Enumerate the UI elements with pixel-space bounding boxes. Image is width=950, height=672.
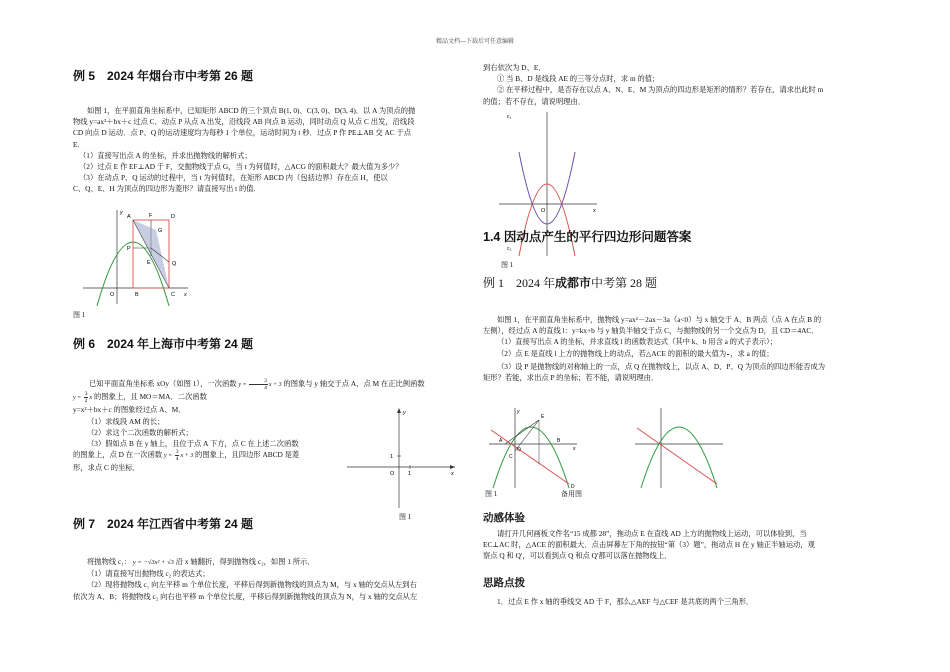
ex6-formula-1 xyxy=(238,378,282,392)
ex5-label-e: E xyxy=(147,260,151,266)
af1-label-e: E xyxy=(541,414,545,420)
answer-ex1-question-1: （1）直接写出点 A 的坐标，并求直线 l 的函数表达式（其中 k、b 用含 a 的式子表示）； xyxy=(497,337,778,347)
af1-label-o: O xyxy=(517,447,521,453)
dyn-line-2: EC⊥AC 时，△ACE 的面积最大．点击屏幕左下角的按钮“第（3）题”，拖动点 H 在 y 轴正半轴运动，观 xyxy=(483,540,815,550)
ex5-figure xyxy=(83,206,193,306)
ex6-question-1: （1）求线段 AM 的长； xyxy=(87,416,165,426)
ex7-label-c1: c₁ xyxy=(507,114,512,120)
answer-ex1-question-2 xyxy=(483,348,883,361)
ex7-formula: y = −√3x² + √3 xyxy=(132,559,174,566)
ex6-para-3: y=x²＋bx＋c 的图象经过点 A、M． xyxy=(73,405,186,415)
ex6-para-1a: 已知平面直角坐标系 xOy（如图 1），一次函数 xyxy=(89,379,237,388)
answer-ex1-q2-frac-den xyxy=(727,355,729,361)
ex7-continued xyxy=(483,62,883,107)
dynamic-experience-title: 动感体验 xyxy=(483,512,525,524)
ex6-formula-2-num: 3 xyxy=(84,391,88,398)
ex6-formula-3-num: 3 xyxy=(175,449,179,456)
ex6-label-y: y xyxy=(403,410,406,416)
ex6-formula-1-den: 4 xyxy=(264,385,267,392)
ex5-question-3b: C、Q、E、H 为顶点的四边形为菱形？请直接写出 t 的值. xyxy=(73,184,256,194)
dyn-line-3: 察点 Q 和 Q′，可以看到点 Q 和点 Q′都可以落在抛物线上． xyxy=(483,551,672,561)
af1-label-x: x xyxy=(573,446,576,452)
answer-ex1-question-3: （3）设 P 是抛物线的对称轴上的一点，点 Q 在抛物线上，以点 A、D、P、Q 为顶点的四边形能否成为 xyxy=(497,361,826,371)
answer-ex1-body xyxy=(483,314,883,383)
ex6-formula-3-frac xyxy=(175,449,180,462)
example-5-body xyxy=(73,105,468,195)
answer-ex1-figure-1-caption: 图 1 xyxy=(485,490,498,498)
ex6-question-2: （2）求这个二次函数的解析式； xyxy=(87,427,193,437)
answer-ex1-para-1: 如图 1，在平面直角坐标系中，抛物线 y=ax²－2ax－3a（a<0）与 x 轴交于 A、B 两点（点 A 在点 B 的 xyxy=(497,315,822,324)
answer-ex1-question-2-frac xyxy=(727,348,729,361)
ex7-cont-line-3: ② 在平移过程中，是否存在以点 A、N、E、M 为顶点的四边形是矩形的情形？若存在，请求出此时 m xyxy=(497,85,824,95)
ex7-para-1b: 沿 x 轴翻折，得到抛物线 c₂，如图 1 所示． xyxy=(175,557,315,566)
dynamic-experience-body xyxy=(483,528,883,562)
ex5-label-y: y xyxy=(120,210,123,216)
ex6-label-one-y: 1 xyxy=(390,454,394,460)
ex5-para-1: 如图 1，在平面直角坐标系中，已知矩形 ABCD 的三个顶点 B(1, 0)、C(3, 0)、D(3, 4)．以 A 为顶点的抛 xyxy=(87,106,416,115)
af1-label-c: C xyxy=(509,454,513,460)
ex6-formula-1-num: 3 xyxy=(249,378,268,385)
ex6-para-1b: 的图象与 y 轴交于点 A，点 M 在正比例函数 xyxy=(283,379,425,388)
ex7-cont-line-1: 到右依次为 D、E． xyxy=(483,63,546,72)
ex6-y-arrow xyxy=(397,408,401,413)
ex6-para-2-text: 的图象上，且 MO＝MA．二次函数 xyxy=(93,392,207,402)
ex6-figure-caption: 图 1 xyxy=(399,513,412,521)
af1-label-d: D xyxy=(571,484,575,490)
answer-ex1-para-2: 左侧），经过点 A 的直线 l：y=kx+b 与 y 轴负半轴交于点 C，与抛物线的另一个交点为 D，且 CD＝4AC． xyxy=(483,326,819,336)
ex5-label-x: x xyxy=(184,292,187,298)
ex6-question-3b-text: 的图象上，点 D 在一次函数 xyxy=(73,450,163,460)
ex7-para-1a: 将抛物线 c₁： xyxy=(87,557,132,566)
af1-label-b: B xyxy=(557,438,561,444)
ex6-formula-2-frac xyxy=(84,391,89,404)
ex7-label-c2: c₂ xyxy=(507,246,512,252)
ex7-para-1 xyxy=(73,556,468,568)
ex6-question-3d: 形，求点 C 的坐标． xyxy=(73,463,140,473)
answer-ex1-figure-2-caption: 备用图 xyxy=(561,490,582,498)
ex5-para-2: 物线 y=ax²＋bx＋c 过点 C．动点 P 从点 A 出发，沿线段 AB 向点 B 运动，同时动点 Q 从点 C 出发，沿线段 xyxy=(73,117,415,127)
example-6-title: 例 6 2024 年上海市中考第 24 题 xyxy=(73,337,254,351)
ex7-question-2b: 依次为 A、B；将抛物线 c₂ 向右也平移 m 个单位长度，平移后得到新抛物线的顶点为 N，与 x 轴的交点从左 xyxy=(73,591,418,601)
ex7-cont-line-4: 的值；若不存在，请说明理由． xyxy=(483,96,586,106)
ex5-figure-caption: 图 1 xyxy=(73,311,86,319)
af1-label-y: y xyxy=(517,409,520,415)
dyn-line-1: 请打开几何画板文件名“15 成都 28”，拖动点 E 在直线 AD 上方的抛物线上运动，可以体验到，当 xyxy=(497,529,807,538)
ex5-label-d: D xyxy=(171,214,175,220)
ex5-label-o: O xyxy=(110,292,115,298)
ex5-question-3: （3）在动点 P、Q 运动的过程中，当 t 为何值时，在矩形 ABCD 内（包括边界）存在点 H，使以 xyxy=(79,173,388,183)
ex6-formula-2 xyxy=(73,391,93,405)
answer-ex1-title-a: 例 1 2024 年 xyxy=(483,276,556,290)
ex7-cont-line-2: ① 当 B、D 是线段 AE 的三等分点时，求 m 的值； xyxy=(497,74,660,84)
ex7-figure-caption: 图 1 xyxy=(501,261,514,269)
ex7-label-x: x xyxy=(593,208,596,214)
ex5-label-c: C xyxy=(171,292,175,298)
ex5-label-b: B xyxy=(135,292,139,298)
ex6-para-2 xyxy=(73,391,343,404)
af1-line-ae xyxy=(505,420,539,444)
ex6-formula-2-den: 2 xyxy=(84,398,88,405)
ex6-formula-1-lhs: y = xyxy=(238,382,249,388)
ex6-label-o: O xyxy=(390,471,395,477)
ex5-label-q: Q xyxy=(172,261,177,267)
section-1-4-title: 1.4 因动点产生的平行四边形问题答案 xyxy=(483,230,692,244)
ex6-formula-2-rhs: x xyxy=(89,395,93,402)
ex6-formula-3-lhs: y = xyxy=(164,453,174,460)
ex5-para-4: E. xyxy=(73,139,80,149)
ex6-formula-3 xyxy=(164,449,194,463)
answer-ex1-title-c: 中考第 28 题 xyxy=(591,276,658,290)
ex6-para-1 xyxy=(73,378,468,391)
ex6-formula-2-lhs: y = xyxy=(73,395,83,402)
ex6-question-3: （3）假如点 B 在 y 轴上，且位于点 A 下方，点 C 在上述二次函数 xyxy=(87,439,299,449)
ex6-formula-3-rhs: x + 3 xyxy=(180,453,194,460)
ex5-label-g: G xyxy=(158,228,163,234)
answer-ex1-question-2b: ，求 a 的值； xyxy=(730,348,774,358)
ex6-question-3c: 的图象上，且四边形 ABCD 是菱 xyxy=(195,450,300,460)
ex6-formula-1-frac xyxy=(249,378,268,391)
hint-title: 思路点拨 xyxy=(483,577,525,589)
ex5-label-p: P xyxy=(127,246,131,252)
hint-body xyxy=(483,596,883,607)
answer-ex1-q2-frac-num xyxy=(727,348,729,355)
hint-line-1: 1．过点 E 作 x 轴的垂线交 AD 于 F，那么△AEF 与△CEF 是共底的两个三角形． xyxy=(497,597,754,606)
example-5-title: 例 5 2024 年烟台市中考第 26 题 xyxy=(73,69,254,83)
page-header: 精品文档---下载后可任意编辑 xyxy=(436,39,514,45)
answer-ex1-figure-2 xyxy=(633,406,725,490)
answer-ex1-title-b: 成都市 xyxy=(555,276,592,290)
ex5-label-a: A xyxy=(127,214,131,220)
ex6-label-one-x: 1 xyxy=(408,471,412,477)
ex6-label-x: x xyxy=(451,471,454,477)
ex7-question-1: （1）请直接写出抛物线 c₂ 的表达式； xyxy=(87,569,210,579)
ex5-label-f: F xyxy=(149,213,153,219)
ex5-question-1: （1）直接写出点 A 的坐标，并求出抛物线的解析式； xyxy=(79,150,252,160)
ex7-question-2: （2）现将抛物线 c₁ 向左平移 m 个单位长度，平移后得到新抛物线的顶点为 M，与 x 轴的交点从左到右 xyxy=(87,580,417,590)
af1-label-a: A xyxy=(499,438,503,444)
answer-ex1-figure-1 xyxy=(487,406,579,490)
ex5-question-2: （2）过点 E 作 EF⊥AD 于 F，交抛物线于点 G，当 t 为何值时，△ACG 的面积最大？最大值为多少？ xyxy=(79,162,403,172)
ex5-para-3: CD 向点 D 运动．点 P、Q 的运动速度均为每秒 1 个单位，运动时间为 t 秒．过点 P 作 PE⊥AB 交 AC 于点 xyxy=(73,128,412,138)
answer-example-1-title xyxy=(483,274,657,291)
answer-ex1-question-3b: 矩形？若能，求出点 P 的坐标；若不能，请说明理由． xyxy=(483,372,659,382)
ex6-formula-3-den: 4 xyxy=(175,456,179,463)
ex6-formula-1-rhs: x + 3 xyxy=(268,382,282,388)
ex7-label-o: O xyxy=(541,208,546,214)
example-7-body xyxy=(73,556,468,602)
answer-ex1-question-2a: （2）点 E 是直线 l 上方的抛物线上的动点，若△ACE 的面积的最大值为 xyxy=(497,348,727,358)
example-7-title: 例 7 2024 年江西省中考第 24 题 xyxy=(73,517,254,531)
ex6-x-arrow xyxy=(450,465,455,469)
ex6-figure xyxy=(345,404,460,510)
